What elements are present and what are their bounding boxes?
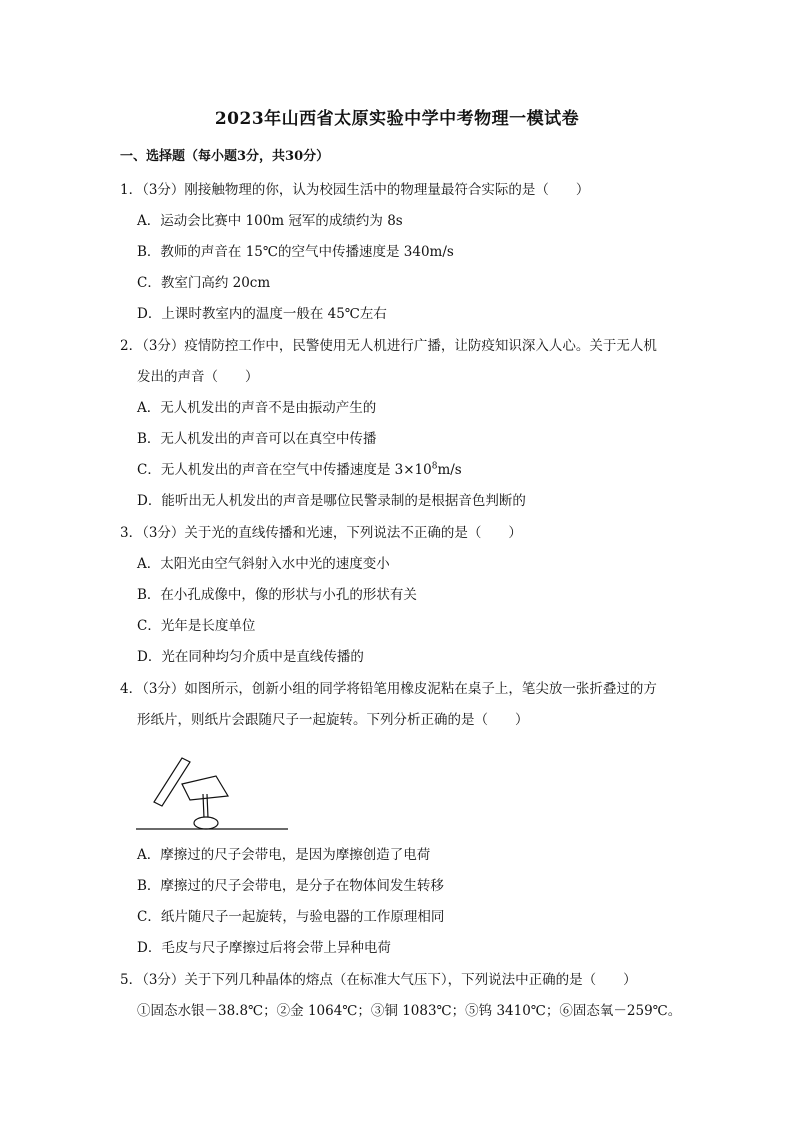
question-4-option-a: A．摩擦过的尺子会带电，是因为摩擦创造了电荷	[137, 847, 431, 863]
question-4-option-b: B．摩擦过的尺子会带电，是分子在物体间发生转移	[137, 878, 444, 894]
plasticine-shape	[194, 817, 218, 829]
question-1-stem: 1．（3分）刚接触物理的你，认为校园生活中的物理量最符合实际的是（ ）	[120, 182, 590, 198]
section-heading: 一、选择题（每小题3分，共30分）	[120, 149, 330, 164]
question-1-option-a: A．运动会比赛中 100m 冠军的成绩约为 8s	[137, 213, 403, 229]
page-title: 2023年山西省太原实验中学中考物理一模试卷	[214, 109, 580, 129]
question-5-stem: 5．（3分）关于下列几种晶体的熔点（在标准大气压下），下列说法中正确的是（ ）	[120, 972, 637, 988]
question-3-option-b: B．在小孔成像中，像的形状与小孔的形状有关	[137, 587, 417, 603]
question-1-option-c: C．教室门高约 20cm	[137, 275, 271, 291]
question-5-melting-points: ①固态水银－38.8℃；②金 1064℃；③铜 1083℃；⑤钨 3410℃；⑥固态氧－259℃。	[137, 1003, 682, 1019]
question-4-stem-line2: 形纸片，则纸片会跟随尺子一起旋转。下列分析正确的是（ ）	[137, 712, 529, 728]
question-2-option-c: C．无人机发出的声音在空气中传播速度是 $3\times 10^8m/s$	[137, 461, 462, 478]
ruler-pencil-figure	[134, 756, 294, 836]
question-2-option-a: A．无人机发出的声音不是由振动产生的	[137, 400, 377, 416]
question-4-option-d: D．毛皮与尺子摩擦过后将会带上异种电荷	[137, 940, 391, 956]
question-1-option-b: B．教师的声音在 15℃的空气中传播速度是 340m/s	[137, 244, 454, 260]
question-3-option-a: A．太阳光由空气斜射入水中光的速度变小	[137, 556, 390, 572]
question-2-stem-line2: 发出的声音（ ）	[137, 369, 259, 385]
paper-shape	[182, 776, 228, 800]
ruler-shape	[154, 758, 190, 806]
question-2-stem-line1: 2．（3分）疫情防控工作中，民警使用无人机进行广播，让防疫知识深入人心。关于无人机	[120, 338, 657, 354]
question-3-option-c: C．光年是长度单位	[137, 618, 256, 634]
question-4-stem-line1: 4．（3分）如图所示，创新小组的同学将铅笔用橡皮泥粘在桌子上，笔尖放一张折叠过的方	[120, 681, 657, 697]
question-2-option-d: D．能听出无人机发出的声音是哪位民警录制的是根据音色判断的	[137, 493, 526, 509]
question-3-stem: 3．（3分）关于光的直线传播和光速，下列说法不正确的是（ ）	[120, 525, 522, 541]
exponent: 8	[431, 461, 438, 472]
question-2-option-b: B．无人机发出的声音可以在真空中传播	[137, 431, 377, 447]
question-3-option-d: D．光在同种均匀介质中是直线传播的	[137, 649, 364, 665]
question-1-option-d: D．上课时教室内的温度一般在 45℃左右	[137, 306, 387, 322]
question-4-option-c: C．纸片随尺子一起旋转，与验电器的工作原理相同	[137, 909, 445, 925]
